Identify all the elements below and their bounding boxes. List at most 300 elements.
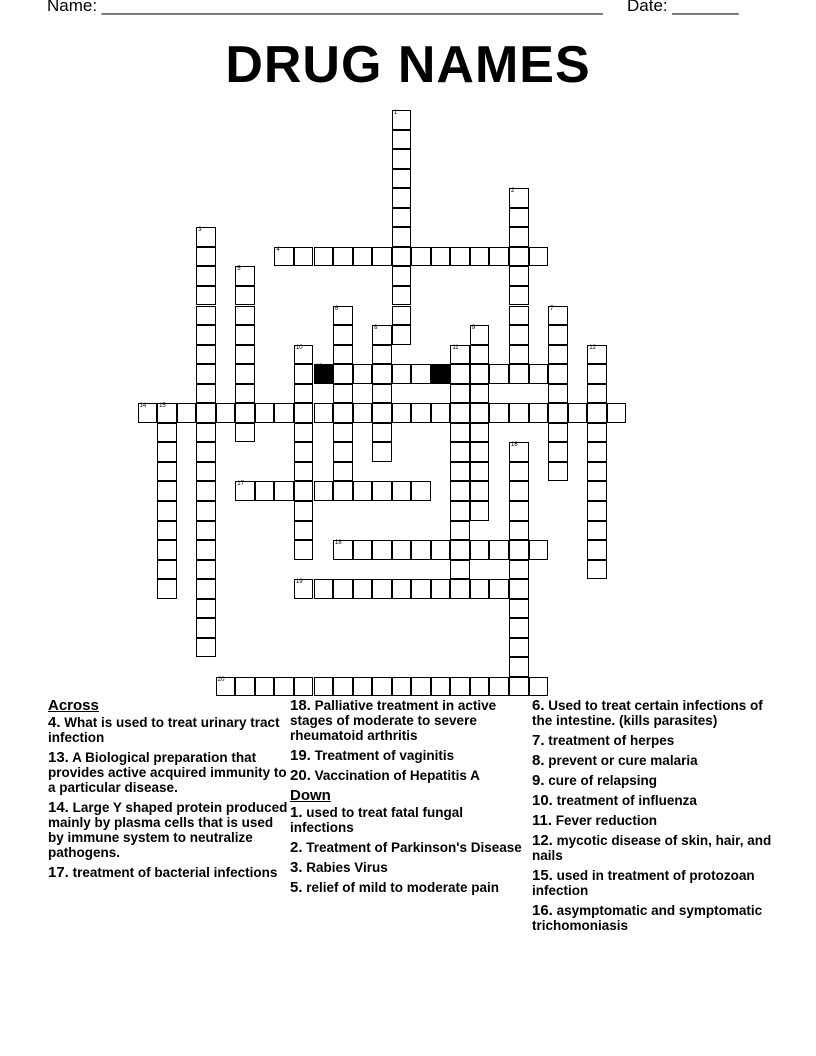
grid-cell[interactable] (470, 403, 490, 423)
grid-cell[interactable] (489, 540, 509, 560)
grid-cell[interactable] (587, 403, 607, 423)
black-square (431, 364, 451, 384)
grid-cell[interactable] (157, 560, 177, 580)
grid-cell[interactable] (489, 364, 509, 384)
grid-cell[interactable] (372, 579, 392, 599)
grid-cell[interactable] (196, 266, 216, 286)
grid-cell[interactable] (314, 247, 334, 267)
clue-text: Palliative treatment in active stages of moderate to severe rheumatoid arthritis (290, 698, 497, 743)
grid-cell[interactable] (392, 286, 412, 306)
clue-text: treatment of bacterial infections (68, 865, 278, 880)
grid-cell[interactable] (411, 403, 431, 423)
grid-cell[interactable] (196, 501, 216, 521)
grid-cell[interactable] (450, 560, 470, 580)
grid-cell[interactable] (196, 286, 216, 306)
grid-cell[interactable] (333, 540, 353, 560)
clue-num: 15. (532, 867, 553, 884)
grid-cell[interactable] (392, 540, 412, 560)
grid-cell[interactable] (235, 345, 255, 365)
grid-cell[interactable] (333, 481, 353, 501)
grid-cell[interactable] (392, 188, 412, 208)
clue-number: 10 (295, 344, 303, 351)
grid-cell[interactable] (294, 247, 314, 267)
grid-cell[interactable] (392, 481, 412, 501)
grid-cell[interactable] (333, 364, 353, 384)
grid-cell[interactable] (509, 677, 529, 697)
grid-cell[interactable] (235, 364, 255, 384)
clue-text: Large Y shaped protein produced mainly by plasma cells that is used by immune system to neutralize pathogens. (48, 800, 288, 860)
clue-text: cure of relapsing (544, 773, 658, 788)
clue-text: Rabies Virus (302, 860, 388, 875)
grid-cell[interactable] (470, 481, 490, 501)
grid-cell[interactable] (548, 364, 568, 384)
grid-cell[interactable] (294, 442, 314, 462)
grid-cell[interactable] (431, 540, 451, 560)
grid-cell[interactable] (333, 306, 353, 326)
grid-cell[interactable] (353, 677, 373, 697)
clue (532, 698, 772, 728)
grid-cell[interactable] (470, 501, 490, 521)
clue-number: 1 (393, 110, 398, 116)
clue-number: 15 (159, 403, 166, 410)
grid-cell[interactable] (431, 247, 451, 267)
grid-cell[interactable] (509, 345, 529, 365)
clue-num: 7. (532, 732, 545, 749)
grid-cell[interactable] (392, 403, 412, 423)
name-field[interactable]: Name: _____________________________________________________ (47, 0, 603, 15)
grid-cell[interactable] (372, 364, 392, 384)
grid-cell[interactable] (509, 208, 529, 228)
grid-cell[interactable] (470, 579, 490, 599)
grid-cell[interactable] (509, 364, 529, 384)
grid-cell[interactable] (196, 345, 216, 365)
grid-cell[interactable] (509, 247, 529, 267)
grid-cell[interactable] (196, 442, 216, 462)
grid-cell[interactable] (314, 403, 334, 423)
grid-cell[interactable] (196, 521, 216, 541)
grid-cell[interactable] (450, 677, 470, 697)
grid-cell[interactable] (548, 384, 568, 404)
across-heading: Across (48, 697, 99, 714)
clue (290, 860, 530, 875)
grid-cell[interactable] (392, 677, 412, 697)
grid-cell[interactable] (294, 345, 314, 365)
grid-cell[interactable] (372, 403, 392, 423)
grid-cell[interactable] (392, 266, 412, 286)
grid-cell[interactable] (235, 325, 255, 345)
clue (48, 715, 288, 745)
clue-text: A Biological preparation that provides active acquired immunity to a particular disease. (48, 750, 287, 795)
grid-cell[interactable] (196, 560, 216, 580)
grid-cell[interactable] (372, 384, 392, 404)
grid-cell[interactable] (450, 247, 470, 267)
grid-cell[interactable] (509, 618, 529, 638)
grid-cell[interactable] (548, 345, 568, 365)
grid-cell[interactable] (470, 462, 490, 482)
grid-cell[interactable] (392, 169, 412, 189)
grid-cell[interactable] (587, 481, 607, 501)
grid-cell[interactable] (470, 384, 490, 404)
grid-cell[interactable] (333, 384, 353, 404)
grid-cell[interactable] (411, 481, 431, 501)
clue-number: 18 (335, 540, 342, 547)
clue-column-2 (290, 698, 530, 900)
grid-cell[interactable] (587, 540, 607, 560)
black-square (314, 364, 334, 384)
clue-text: mycotic disease of skin, hair, and nails (532, 833, 772, 863)
grid-cell[interactable] (196, 325, 216, 345)
grid-cell[interactable] (157, 442, 177, 462)
clue-num: 14. (48, 799, 69, 816)
grid-cell[interactable] (372, 677, 392, 697)
grid-cell[interactable] (294, 481, 314, 501)
grid-cell[interactable] (294, 521, 314, 541)
grid-cell[interactable] (392, 579, 412, 599)
clue-num: 18. (290, 697, 311, 714)
clue (532, 793, 772, 808)
clue-number: 3 (198, 227, 202, 234)
grid-cell[interactable] (353, 579, 373, 599)
grid-cell[interactable] (587, 521, 607, 541)
grid-cell[interactable] (274, 403, 294, 423)
grid-cell[interactable] (294, 677, 314, 697)
grid-cell[interactable] (450, 442, 470, 462)
grid-cell[interactable] (470, 540, 490, 560)
grid-cell[interactable] (235, 481, 255, 501)
clue-num: 16. (532, 902, 553, 919)
grid-cell[interactable] (607, 403, 627, 423)
grid-cell[interactable] (509, 481, 529, 501)
grid-cell[interactable] (333, 579, 353, 599)
grid-cell[interactable] (431, 403, 451, 423)
grid-cell[interactable] (587, 560, 607, 580)
grid-cell[interactable] (353, 481, 373, 501)
grid-cell[interactable] (235, 403, 255, 423)
grid-cell[interactable] (196, 384, 216, 404)
clue-text: treatment of herpes (544, 733, 675, 748)
clue (290, 840, 530, 855)
grid-cell[interactable] (587, 345, 607, 365)
clue-text: used in treatment of protozoan infection (532, 868, 755, 898)
clue-num: 20. (290, 767, 311, 784)
grid-cell[interactable] (314, 677, 334, 697)
grid-cell[interactable] (587, 462, 607, 482)
clue-text: used to treat fatal fungal infections (290, 805, 464, 835)
grid-cell[interactable] (411, 364, 431, 384)
grid-cell[interactable] (411, 579, 431, 599)
grid-cell[interactable] (372, 481, 392, 501)
grid-cell[interactable] (372, 345, 392, 365)
grid-cell[interactable] (353, 247, 373, 267)
grid-cell[interactable] (294, 384, 314, 404)
grid-cell[interactable] (216, 403, 236, 423)
grid-cell[interactable] (196, 306, 216, 326)
grid-cell[interactable] (157, 403, 177, 423)
grid-cell[interactable] (509, 462, 529, 482)
grid-cell[interactable] (392, 227, 412, 247)
clue-number: 17 (237, 481, 244, 488)
grid-cell[interactable] (470, 345, 490, 365)
clue-num: 19. (290, 747, 311, 764)
grid-cell[interactable] (509, 579, 529, 599)
grid-cell[interactable] (157, 423, 177, 443)
grid-cell[interactable] (548, 462, 568, 482)
clue-text: Used to treat certain infections of the intestine. (kills parasites) (532, 698, 763, 728)
grid-cell[interactable] (235, 286, 255, 306)
grid-cell[interactable] (196, 227, 216, 247)
grid-cell[interactable] (353, 540, 373, 560)
grid-cell[interactable] (392, 364, 412, 384)
grid-cell[interactable] (372, 540, 392, 560)
grid-cell[interactable] (509, 560, 529, 580)
grid-cell[interactable] (235, 423, 255, 443)
grid-cell[interactable] (353, 403, 373, 423)
grid-cell[interactable] (489, 579, 509, 599)
grid-cell[interactable] (509, 266, 529, 286)
grid-cell[interactable] (177, 403, 197, 423)
grid-cell[interactable] (509, 227, 529, 247)
grid-cell[interactable] (216, 677, 236, 697)
grid-cell[interactable] (196, 364, 216, 384)
grid-cell[interactable] (196, 638, 216, 658)
grid-cell[interactable] (568, 403, 588, 423)
page-title: DRUG NAMES (225, 36, 591, 94)
clue-number: 16 (511, 442, 518, 449)
clue-num: 4. (48, 714, 61, 731)
clue-number: 6 (335, 305, 339, 312)
grid-cell[interactable] (509, 306, 529, 326)
grid-cell[interactable] (294, 423, 314, 443)
grid-cell[interactable] (294, 364, 314, 384)
grid-cell[interactable] (470, 247, 490, 267)
clue (290, 768, 530, 783)
grid-cell[interactable] (372, 247, 392, 267)
clue-num: 10. (532, 792, 553, 809)
grid-cell[interactable] (157, 501, 177, 521)
grid-cell[interactable] (450, 345, 470, 365)
grid-cell[interactable] (548, 306, 568, 326)
clue-num: 9. (532, 772, 545, 789)
grid-cell[interactable] (294, 501, 314, 521)
grid-cell[interactable] (314, 481, 334, 501)
grid-cell[interactable] (294, 403, 314, 423)
grid-cell[interactable] (450, 462, 470, 482)
grid-cell[interactable] (196, 481, 216, 501)
grid-cell[interactable] (509, 657, 529, 677)
grid-cell[interactable] (587, 384, 607, 404)
grid-cell[interactable] (548, 403, 568, 423)
grid-cell[interactable] (274, 677, 294, 697)
grid-cell[interactable] (235, 677, 255, 697)
grid-cell[interactable] (372, 442, 392, 462)
grid-cell[interactable] (138, 403, 158, 423)
clue-number: 2 (511, 188, 515, 195)
grid-cell[interactable] (509, 540, 529, 560)
clue-num: 3. (290, 859, 303, 876)
grid-cell[interactable] (333, 442, 353, 462)
grid-cell[interactable] (587, 442, 607, 462)
grid-cell[interactable] (450, 501, 470, 521)
grid-cell[interactable] (509, 286, 529, 306)
clue-num: 12. (532, 832, 553, 849)
grid-cell[interactable] (509, 188, 529, 208)
date-field[interactable]: Date: _______ (627, 0, 739, 15)
grid-cell[interactable] (333, 345, 353, 365)
clue (532, 903, 772, 933)
grid-cell[interactable] (529, 247, 549, 267)
grid-cell[interactable] (392, 149, 412, 169)
clue (532, 733, 772, 748)
grid-cell[interactable] (509, 403, 529, 423)
grid-cell[interactable] (489, 403, 509, 423)
grid-cell[interactable] (392, 325, 412, 345)
clue-text: relief of mild to moderate pain (302, 880, 500, 895)
grid-cell[interactable] (548, 423, 568, 443)
grid-cell[interactable] (489, 677, 509, 697)
grid-cell[interactable] (509, 501, 529, 521)
grid-cell[interactable] (196, 599, 216, 619)
grid-cell[interactable] (157, 540, 177, 560)
grid-cell[interactable] (294, 462, 314, 482)
grid-cell[interactable] (450, 423, 470, 443)
grid-cell[interactable] (333, 247, 353, 267)
grid-cell[interactable] (157, 481, 177, 501)
grid-cell[interactable] (196, 579, 216, 599)
grid-cell[interactable] (196, 462, 216, 482)
clue-number: 7 (550, 305, 554, 312)
grid-cell[interactable] (255, 403, 275, 423)
grid-cell[interactable] (196, 247, 216, 267)
grid-cell[interactable] (235, 384, 255, 404)
grid-cell[interactable] (450, 540, 470, 560)
clue-number: 13 (315, 364, 323, 371)
grid-cell[interactable] (196, 618, 216, 638)
grid-cell[interactable] (294, 579, 314, 599)
grid-cell[interactable] (314, 579, 334, 599)
clue-number: 5 (237, 266, 241, 273)
grid-cell[interactable] (587, 501, 607, 521)
grid-cell[interactable] (450, 384, 470, 404)
grid-cell[interactable] (392, 130, 412, 150)
grid-cell[interactable] (509, 442, 529, 462)
clue-number: 9 (471, 325, 476, 332)
grid-cell[interactable] (470, 442, 490, 462)
grid-cell[interactable] (274, 247, 294, 267)
clue (48, 750, 288, 795)
clue-number: 19 (295, 579, 303, 586)
clue-number: 4 (276, 246, 280, 253)
clue-text: Vaccination of Hepatitis A (310, 768, 480, 783)
grid-cell[interactable] (235, 266, 255, 286)
grid-cell[interactable] (470, 325, 490, 345)
clue-text: treatment of influenza (552, 793, 697, 808)
grid-cell[interactable] (353, 364, 373, 384)
grid-cell[interactable] (529, 677, 549, 697)
grid-cell[interactable] (235, 306, 255, 326)
grid-cell[interactable] (587, 364, 607, 384)
grid-cell[interactable] (548, 442, 568, 462)
clue-text: prevent or cure malaria (544, 753, 698, 768)
clue-num: 2. (290, 839, 303, 856)
grid-cell[interactable] (157, 462, 177, 482)
clue (290, 698, 530, 743)
grid-cell[interactable] (157, 579, 177, 599)
grid-cell[interactable] (274, 481, 294, 501)
grid-cell[interactable] (333, 325, 353, 345)
clue-num: 5. (290, 879, 303, 896)
grid-cell[interactable] (587, 423, 607, 443)
grid-cell[interactable] (450, 364, 470, 384)
grid-cell[interactable] (333, 423, 353, 443)
clue-text: asymptomatic and symptomatic trichomoniasis (532, 903, 763, 933)
grid-cell[interactable] (372, 423, 392, 443)
grid-cell[interactable] (255, 677, 275, 697)
grid-cell[interactable] (411, 540, 431, 560)
grid-cell[interactable] (509, 325, 529, 345)
grid-cell[interactable] (489, 247, 509, 267)
clue-number: 11 (452, 344, 459, 351)
grid-cell[interactable] (157, 521, 177, 541)
grid-cell[interactable] (470, 677, 490, 697)
grid-cell[interactable] (411, 247, 431, 267)
clue-column-3 (532, 698, 772, 938)
grid-cell[interactable] (529, 540, 549, 560)
clue-num: 8. (532, 752, 545, 769)
grid-cell[interactable] (333, 462, 353, 482)
grid-cell[interactable] (529, 364, 549, 384)
grid-cell[interactable] (431, 677, 451, 697)
grid-cell[interactable] (548, 325, 568, 345)
clue-text: What is used to treat urinary tract infection (48, 715, 280, 745)
grid-cell[interactable] (392, 110, 412, 130)
grid-cell[interactable] (196, 540, 216, 560)
grid-cell[interactable] (450, 403, 470, 423)
clue (290, 748, 530, 763)
grid-cell[interactable] (450, 579, 470, 599)
clue (48, 865, 288, 880)
clue (532, 753, 772, 768)
grid-cell[interactable] (196, 403, 216, 423)
grid-cell[interactable] (509, 638, 529, 658)
grid-cell[interactable] (392, 208, 412, 228)
grid-cell[interactable] (392, 247, 412, 267)
grid-cell[interactable] (294, 540, 314, 560)
grid-cell[interactable] (255, 481, 275, 501)
grid-cell[interactable] (372, 325, 392, 345)
grid-cell[interactable] (411, 677, 431, 697)
grid-cell[interactable] (529, 403, 549, 423)
grid-cell[interactable] (431, 579, 451, 599)
grid-cell[interactable] (333, 403, 353, 423)
grid-cell[interactable] (392, 306, 412, 326)
grid-cell[interactable] (450, 521, 470, 541)
grid-cell[interactable] (333, 677, 353, 697)
grid-cell[interactable] (470, 423, 490, 443)
grid-cell[interactable] (196, 423, 216, 443)
grid-cell[interactable] (509, 521, 529, 541)
grid-cell[interactable] (509, 599, 529, 619)
clue-num: 13. (48, 749, 69, 766)
grid-cell[interactable] (450, 481, 470, 501)
clue (290, 880, 530, 895)
clue-column-1 (48, 698, 288, 885)
clue-num: 11. (532, 812, 553, 829)
grid-cell[interactable] (470, 364, 490, 384)
clue-text: Fever reduction (552, 813, 658, 828)
clue-num: 6. (532, 697, 545, 714)
clue (48, 800, 288, 860)
clue-text: Treatment of vaginitis (310, 748, 455, 763)
